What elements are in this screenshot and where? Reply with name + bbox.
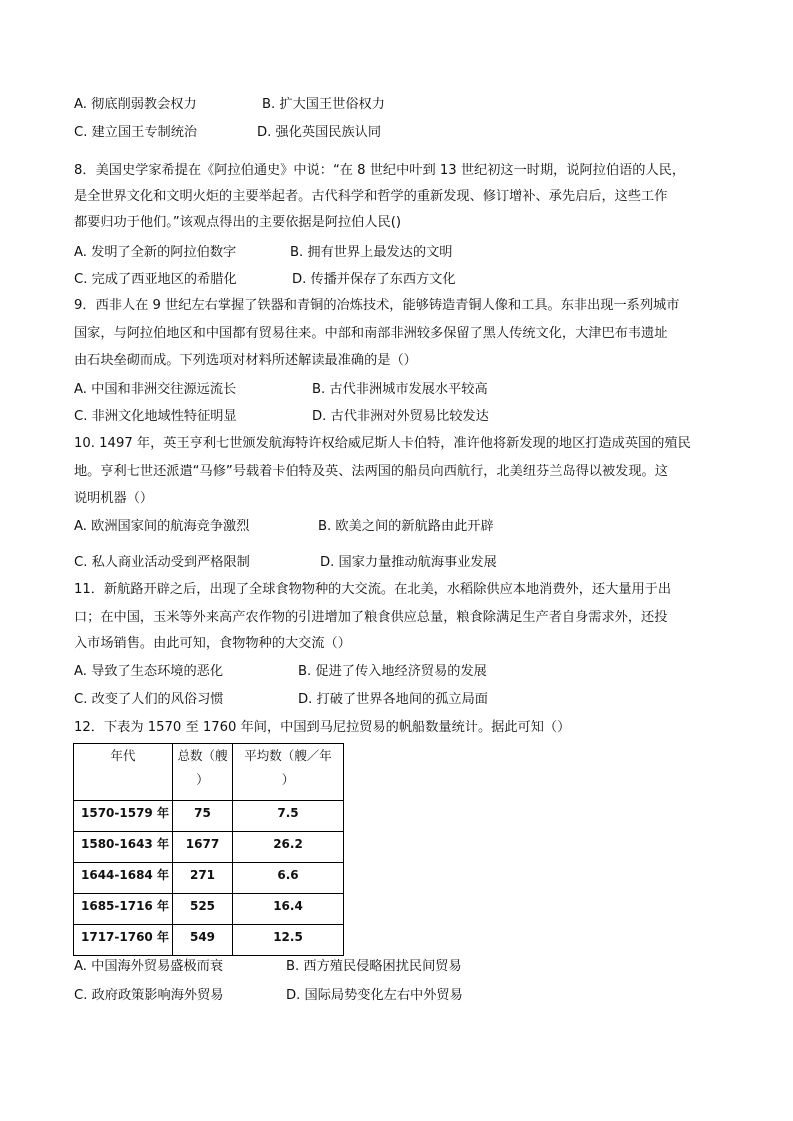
cell-average: 7.5: [233, 801, 344, 832]
option-d: D. 打破了世界各地间的孤立局面: [298, 692, 488, 707]
table-row: [74, 894, 344, 925]
table-row: [74, 863, 344, 894]
header-period: 年代: [74, 744, 173, 801]
question-11-line-3: 入市场销售。由此可知，食物物种的大交流（）: [74, 636, 351, 651]
option-b: B. 促进了传入地经济贸易的发展: [298, 664, 487, 679]
cell-period: 1644-1684 年: [74, 863, 173, 894]
option-c: C. 私人商业活动受到严格限制: [74, 555, 250, 570]
option-b: B. 西方殖民侵略困扰民间贸易: [286, 959, 462, 974]
cell-total: 75: [173, 801, 233, 832]
cell-total: 271: [173, 863, 233, 894]
cell-period: 1685-1716 年: [74, 894, 173, 925]
option-a: A. 导致了生态环境的恶化: [74, 664, 224, 679]
question-9-line-1: 9．西非人在 9 世纪左右掌握了铁器和青铜的冶炼技术，能够铸造青铜人像和工具。东非出现一系列城市: [74, 298, 680, 313]
header-average: 平均数（艘／年 ）: [233, 744, 344, 801]
question-9-line-2: 国家，与阿拉伯地区和中国都有贸易往来。中部和南部非洲较多保留了黑人传统文化，大津巴布韦遗址: [74, 326, 668, 341]
question-10-line-2: 地。亨利七世还派遣“马修”号载着卡伯特及英、法两国的船员向西航行，北美纽芬兰岛得以被发现。这: [74, 464, 668, 479]
cell-average: 16.4: [233, 894, 344, 925]
header-total: 总数（艘 ）: [173, 744, 233, 801]
question-11-line-1: 11．新航路开辟之后，出现了全球食物物种的大交流。在北美，水稻除供应本地消费外，还大量用于出: [74, 582, 672, 597]
question-8-line-2: 是全世界文化和文明火炬的主要举起者。古代科学和哲学的重新发现、修订增补、承先启后，这些工作: [74, 189, 668, 204]
question-9-line-3: 由石块垒砌而成。下列选项对材料所述解读最准确的是（）: [74, 353, 417, 368]
option-a: A. 彻底削弱教会权力: [74, 97, 197, 112]
cell-average: 6.6: [233, 863, 344, 894]
cell-average: 12.5: [233, 925, 344, 956]
option-c: C. 政府政策影响海外贸易: [74, 988, 224, 1003]
trade-statistics-table: [73, 743, 344, 956]
cell-period: 1717-1760 年: [74, 925, 173, 956]
cell-average: 26.2: [233, 832, 344, 863]
option-b: B. 扩大国王世俗权力: [262, 97, 385, 112]
option-c: C. 建立国王专制统治: [74, 125, 198, 140]
option-b: B. 古代非洲城市发展水平较高: [312, 382, 488, 397]
option-a: A. 发明了全新的阿拉伯数字: [74, 245, 237, 260]
option-d: D. 国家力量推动航海事业发展: [320, 555, 497, 570]
cell-total: 525: [173, 894, 233, 925]
option-b: B. 欧美之间的新航路由此开辟: [318, 519, 494, 534]
table-row: [74, 801, 344, 832]
question-10-line-3: 说明机器（）: [74, 491, 154, 506]
option-b: B. 拥有世界上最发达的文明: [290, 245, 453, 260]
option-a: A. 中国和非洲交往源远流长: [74, 382, 237, 397]
option-d: D. 国际局势变化左右中外贸易: [286, 988, 463, 1003]
table-row: [74, 832, 344, 863]
cell-total: 1677: [173, 832, 233, 863]
option-a: A. 中国海外贸易盛极而衰: [74, 959, 224, 974]
question-11-line-2: 口；在中国，玉米等外来高产农作物的引进增加了粮食供应总量，粮食除满足生产者自身需求外，还投: [74, 610, 668, 625]
question-10-line-1: 10. 1497 年，英王亨利七世颁发航海特许权给威尼斯人卡伯特，准许他将新发现的地区打造成英国的殖民: [74, 436, 691, 451]
option-a: A. 欧洲国家间的航海竞争激烈: [74, 519, 250, 534]
option-d: D. 传播并保存了东西方文化: [292, 272, 456, 287]
question-12-line-1: 12．下表为 1570 至 1760 年间，中国到马尼拉贸易的帆船数量统计。据此可知（）: [74, 720, 571, 735]
cell-total: 549: [173, 925, 233, 956]
question-8-line-1: 8．美国史学家希提在《阿拉伯通史》中说：“在 8 世纪中叶到 13 世纪初这一时期，说阿拉伯语的人民，: [74, 163, 686, 178]
option-c: C. 完成了西亚地区的希腊化: [74, 272, 237, 287]
table-row: [74, 925, 344, 956]
option-d: D. 强化英国民族认同: [257, 125, 382, 140]
option-d: D. 古代非洲对外贸易比较发达: [312, 409, 489, 424]
option-c: C. 改变了人们的风俗习惯: [74, 692, 224, 707]
cell-period: 1570-1579 年: [74, 801, 173, 832]
cell-period: 1580-1643 年: [74, 832, 173, 863]
option-c: C. 非洲文化地域性特征明显: [74, 409, 237, 424]
question-8-line-3: 都要归功于他们。”该观点得出的主要依据是阿拉伯人民(): [74, 215, 402, 230]
table-header-row: [74, 744, 344, 801]
